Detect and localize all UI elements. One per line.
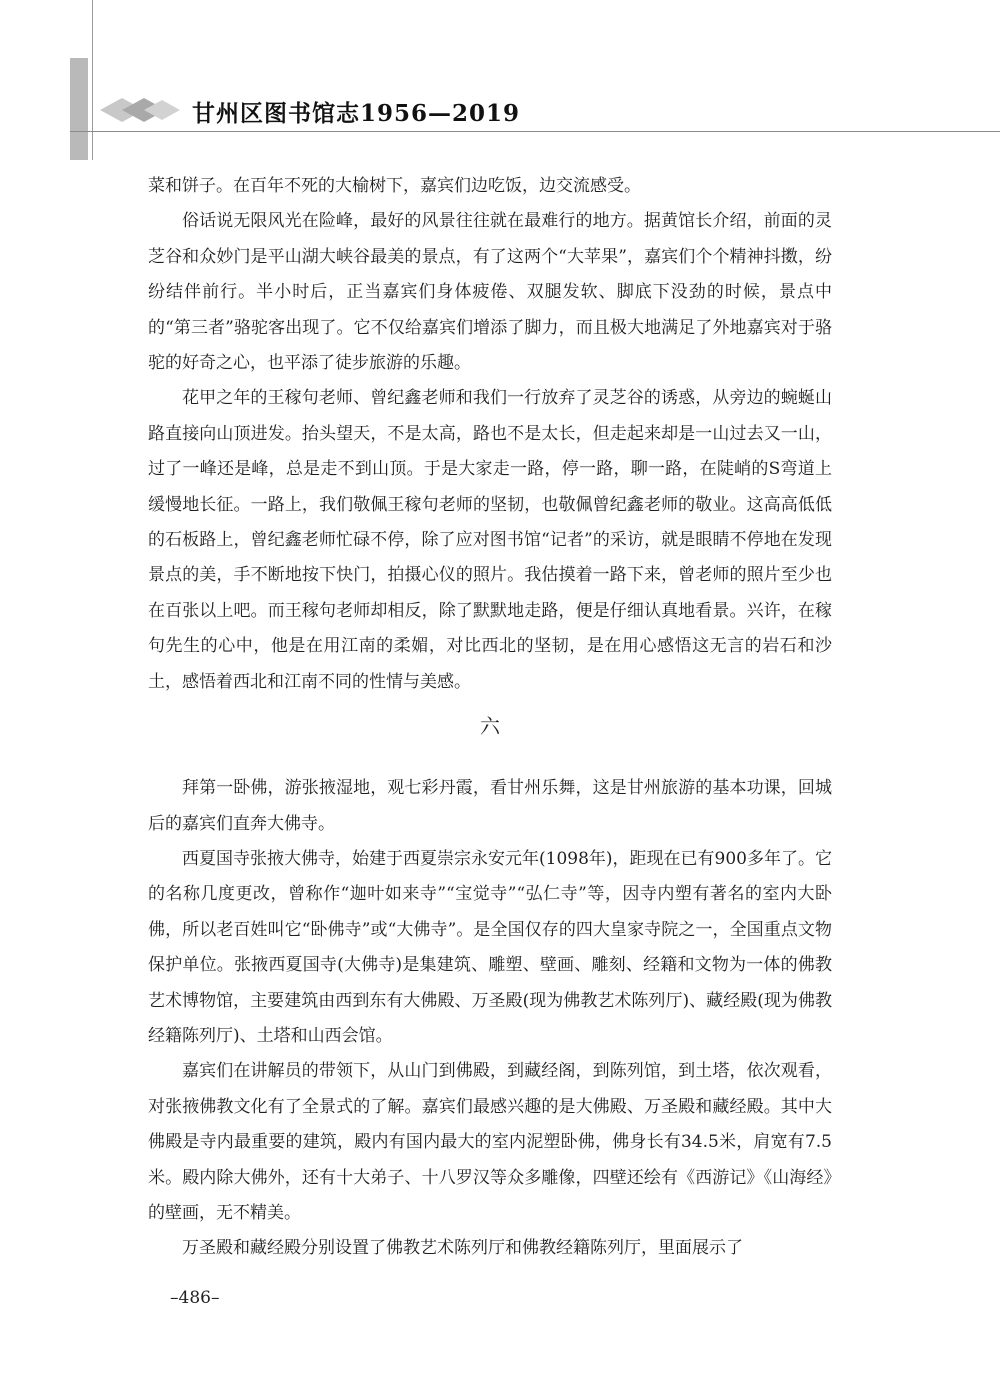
paragraph: 万圣殿和藏经殿分别设置了佛教艺术陈列厅和佛教经籍陈列厅，里面展示了 xyxy=(182,1238,743,1259)
running-header-title: 甘州区图书馆志1956—2019 xyxy=(192,100,521,127)
section-heading: 六 xyxy=(480,714,500,739)
header-rule xyxy=(70,131,1000,132)
margin-gray-bar xyxy=(70,58,88,160)
diamond-ornament-icon xyxy=(100,95,180,125)
margin-vertical-rule xyxy=(92,0,93,160)
paragraph: 西夏国寺张掖大佛寺，始建于西夏崇宗永安元年(1098年)，距现在已有900多年了。它的名称几度更改，曾称作“迦叶如来寺”“宝觉寺”“弘仁寺”等，因寺内塑有著名的室内大卧佛，所以老百姓叫它“卧佛寺”或“大佛寺”。是全国仅存的四大皇家寺院之一，全国重点文物保护单位。张掖西夏国寺(大佛寺)是集建筑、雕塑、壁画、雕刻、经籍和文物为一体的佛教艺术博物馆，主要建筑由西到东有大佛殿、万圣殿(现为佛教艺术陈列厅)、藏经殿(现为佛教经籍陈列厅)、土塔和山西会馆。 xyxy=(148,848,832,1046)
page-number: –486– xyxy=(170,1288,220,1308)
body-text xyxy=(148,169,832,1267)
paragraph: 嘉宾们在讲解员的带领下，从山门到佛殿，到藏经阁，到陈列馆，到土塔，依次观看，对张掖佛教文化有了全景式的了解。嘉宾们最感兴趣的是大佛殿、万圣殿和藏经殿。其中大佛殿是寺内最重要的建筑，殿内有国内最大的室内泥塑卧佛，佛身长有34.5米，肩宽有7.5米。殿内除大佛外，还有十大弟子、十八罗汉等众多雕像，四壁还绘有《西游记》《山海经》的壁画，无不精美。 xyxy=(148,1061,832,1223)
paragraph: 菜和饼子。在百年不死的大榆树下，嘉宾们边吃饭，边交流感受。 xyxy=(148,176,641,196)
paragraph: 拜第一卧佛，游张掖湿地，观七彩丹霞，看甘州乐舞，这是甘州旅游的基本功课，回城后的嘉宾们直奔大佛寺。 xyxy=(148,778,832,834)
paragraph: 花甲之年的王稼句老师、曾纪鑫老师和我们一行放弃了灵芝谷的诱惑，从旁边的蜿蜒山路直接向山顶进发。抬头望天，不是太高，路也不是太长，但走起来却是一山过去又一山，过了一峰还是峰，总是走不到山顶。于是大家走一路，停一路，聊一路，在陡峭的S弯道上缓慢地长征。一路上，我们敬佩王稼句老师的坚韧，也敬佩曾纪鑫老师的敬业。这高高低低的石板路上，曾纪鑫老师忙碌不停，除了应对图书馆“记者”的采访，就是眼睛不停地在发现景点的美，手不断地按下快门，拍摄心仪的照片。我估摸着一路下来，曾老师的照片至少也在百张以上吧。而王稼句老师却相反，除了默默地走路，便是仔细认真地看景。兴许，在稼句先生的心中，他是在用江南的柔媚，对比西北的坚韧，是在用心感悟这无言的岩石和沙土，感悟着西北和江南不同的性情与美感。 xyxy=(148,388,832,692)
paragraph: 俗话说无限风光在险峰，最好的风景往往就在最难行的地方。据黄馆长介绍，前面的灵芝谷和众妙门是平山湖大峡谷最美的景点，有了这两个“大苹果”，嘉宾们个个精神抖擞，纷纷结伴前行。半小时后，正当嘉宾们身体疲倦、双腿发软、脚底下没劲的时候，景点中的“第三者”骆驼客出现了。它不仅给嘉宾们增添了脚力，而且极大地满足了外地嘉宾对于骆驼的好奇之心，也平添了徒步旅游的乐趣。 xyxy=(148,211,832,374)
